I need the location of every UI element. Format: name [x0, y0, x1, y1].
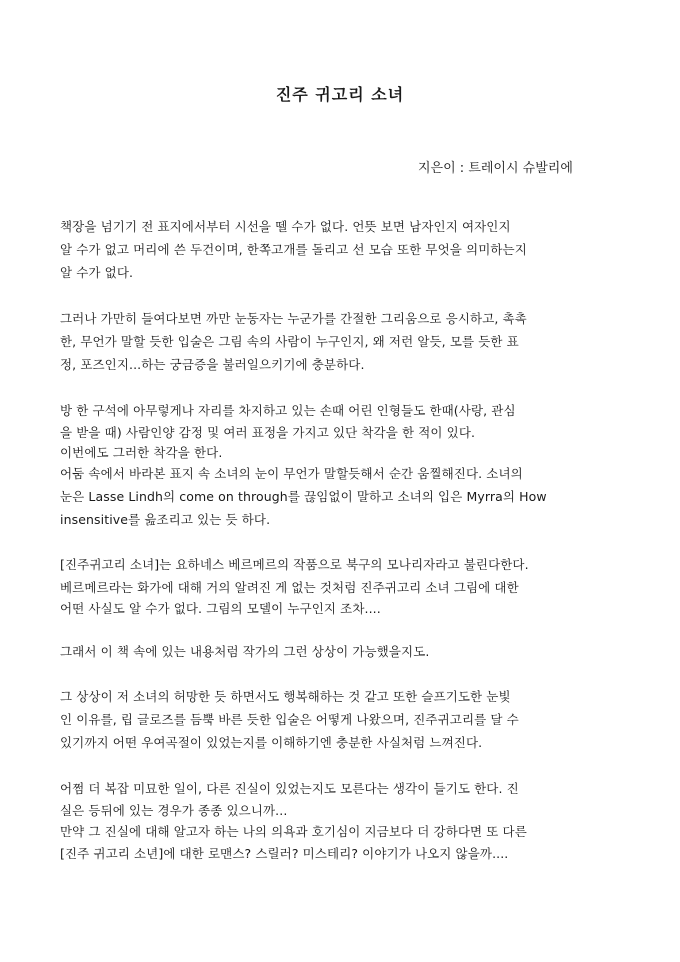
text-line: 만약 그 진실에 대해 알고자 하는 나의 의욕과 호기심이 지금보다 더 강하다면 또 다른	[60, 824, 527, 839]
text-line: 베르메르라는 화가에 대해 거의 알려진 게 없는 것처럼 진주귀고리 소녀 그림에 대한	[60, 580, 519, 595]
text-line: 어둠 속에서 바라본 표지 속 소녀의 눈이 무언가 말할듯해서 순간 움찔해진다. 소녀의	[60, 466, 523, 481]
text-line: 그 상상이 저 소녀의 허망한 듯 하면서도 행복해하는 것 같고 또한 슬프기도한 눈빛	[60, 689, 511, 704]
text-line: 알 수가 없고 머리에 쓴 두건이며, 한쪽고개를 돌리고 선 모습 또한 무엇을 의미하는지	[60, 242, 527, 257]
text-line: 인 이유를, 립 글로즈를 듬뿍 바른 듯한 입술은 어떻게 나왔으며, 진주귀고리를 달 수	[60, 712, 519, 727]
text-line: 한, 무언가 말할 듯한 입술은 그림 속의 사람이 누구인지, 왜 저런 알듯, 모를 듯한 표	[60, 334, 519, 349]
text-line: [진주귀고리 소녀]는 요하네스 베르메르의 작품으로 북구의 모나리자라고 불린다한다.	[60, 557, 529, 572]
text-line: 어쩜 더 복잡 미묘한 일이, 다른 진실이 있었는지도 모른다는 생각이 들기도 한다. 진	[60, 781, 519, 796]
text-line: 방 한 구석에 아무렇게나 자리를 차지하고 있는 손때 어린 인형들도 한때(사랑, 관심	[60, 403, 516, 418]
text-line: [진주 귀고리 소년]에 대한 로맨스? 스릴러? 미스테리? 이야기가 나오지 않을까....	[60, 846, 509, 861]
author-line: 지은이 : 트레이시 슈발리에	[418, 161, 573, 176]
text-line: insensitive를 읊조리고 있는 듯 하다.	[60, 512, 271, 527]
text-line: 눈은 Lasse Lindh의 come on through를 끊임없이 말하고 소녀의 입은 Myrra의 How	[60, 489, 547, 504]
text-line: 정, 포즈인지...하는 궁금증을 불러일으키기에 충분하다.	[60, 357, 365, 372]
text-line: 있기까지 어떤 우여곡절이 있었는지를 이해하기엔 충분한 사실처럼 느껴진다.	[60, 735, 483, 750]
text-line: 그래서 이 책 속에 있는 내용처럼 작가의 그런 상상이 가능했을지도.	[60, 644, 430, 659]
text-line: 이번에도 그러한 착각을 한다.	[60, 445, 223, 460]
text-line: 그러나 가만히 들여다보면 까만 눈동자는 누군가를 간절한 그리움으로 응시하고, 촉촉	[60, 311, 527, 326]
text-line: 을 받을 때) 사람인양 감정 및 여러 표정을 가지고 있단 착각을 한 적이 있다.	[60, 425, 476, 440]
text-line: 실은 등뒤에 있는 경우가 종종 있으니까...	[60, 803, 288, 818]
document-title: 진주 귀고리 소녀	[275, 85, 405, 104]
text-line: 책장을 넘기기 전 표지에서부터 시선을 뗄 수가 없다. 언뜻 보면 남자인지 여자인지	[60, 219, 511, 234]
text-line: 어떤 사실도 알 수가 없다. 그림의 모델이 누구인지 조차....	[60, 601, 381, 616]
text-line: 알 수가 없다.	[60, 265, 134, 280]
